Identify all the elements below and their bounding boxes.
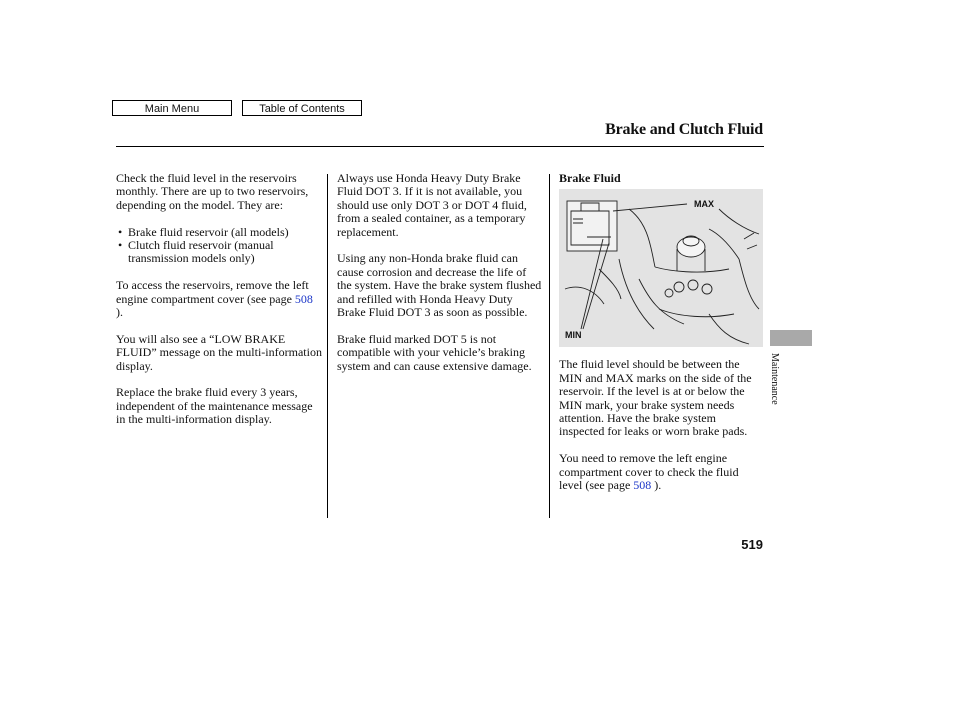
- column-divider-1: [327, 174, 328, 518]
- brake-fluid-reservoir-illustration: [559, 189, 763, 347]
- brake-fluid-heading: Brake Fluid: [559, 171, 621, 185]
- page-number: 519: [741, 537, 763, 552]
- remove-cover-paragraph: [559, 452, 764, 492]
- table-of-contents-button[interactable]: Table of Contents: [242, 100, 362, 116]
- section-tab-marker: [770, 330, 812, 346]
- dot5-paragraph: Brake fluid marked DOT 5 is not compatible with your vehicle’s braking system and can cause extensive damage.: [337, 331, 532, 373]
- column-right: [559, 172, 764, 506]
- min-label: MIN: [565, 330, 582, 341]
- remove-cover-text-end: ).: [651, 478, 662, 493]
- fluid-level-paragraph: The fluid level should be between the MIN and MAX marks on the side of the reservoir. If the level is at or below the MIN mark, your brake system needs attention. Have the brake system inspected for leaks or worn brake pads.: [559, 357, 752, 439]
- column-divider-2: [549, 174, 550, 518]
- replace-paragraph: Replace the brake fluid every 3 years, independent of the maintenance message in the multi-information display.: [116, 385, 313, 427]
- title-rule: [116, 146, 764, 147]
- access-text: To access the reservoirs, remove the left engine compartment cover (see page: [116, 278, 309, 306]
- column-middle: [337, 172, 543, 386]
- reservoir-list: [116, 226, 322, 266]
- page-link-508[interactable]: 508: [294, 291, 313, 306]
- remove-cover-text: You need to remove the left engine compartment cover to check the fluid level (see page: [559, 451, 739, 493]
- access-text-end: ).: [116, 305, 123, 320]
- page-link-508[interactable]: 508: [633, 478, 652, 493]
- list-item: • Clutch fluid reservoir (manual transmission models only): [116, 239, 322, 266]
- column-left: [116, 172, 322, 440]
- list-item: • Brake fluid reservoir (all models): [116, 226, 322, 239]
- non-honda-paragraph: Using any non-Honda brake fluid can cause corrosion and decrease the life of the system. Have the brake system flushed and refilled with Honda Heavy Duty Brake Fluid DOT 3 as soon as possible.: [337, 251, 542, 320]
- max-label: MAX: [694, 199, 714, 210]
- low-brake-paragraph: You will also see a “LOW BRAKE FLUID” message on the multi-information display.: [116, 331, 322, 373]
- page-title: Brake and Clutch Fluid: [605, 121, 763, 138]
- main-menu-button[interactable]: Main Menu: [112, 100, 232, 116]
- access-paragraph: [116, 279, 322, 319]
- reservoir-drawing: [559, 189, 763, 347]
- honda-fluid-paragraph: Always use Honda Heavy Duty Brake Fluid DOT 3. If it is not available, you should use only DOT 3 or DOT 4 fluid, from a sealed container, as a temporary replacement.: [337, 171, 527, 239]
- section-tab-label: Maintenance: [769, 353, 780, 405]
- intro-paragraph: Check the fluid level in the reservoirs monthly. There are up to two reservoirs, depending on the model. They are:: [116, 171, 309, 212]
